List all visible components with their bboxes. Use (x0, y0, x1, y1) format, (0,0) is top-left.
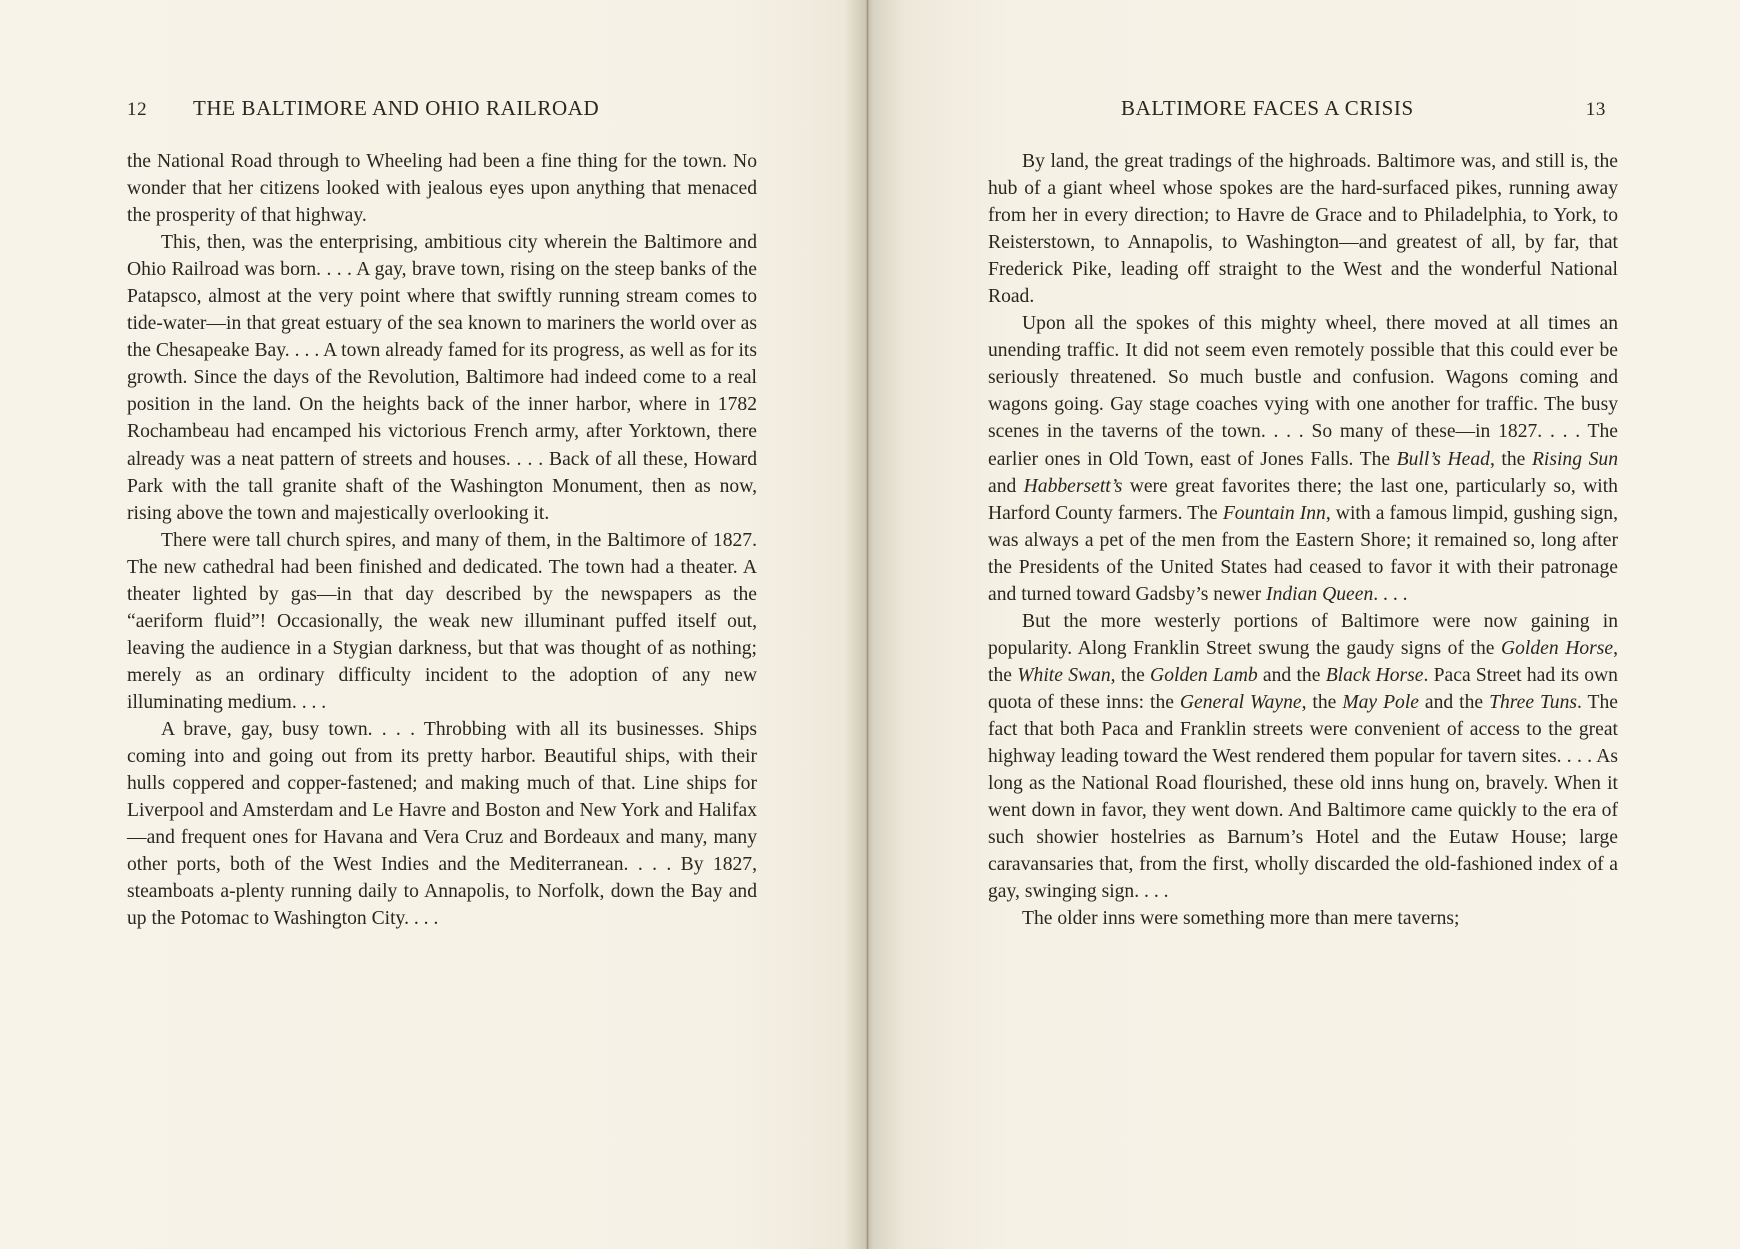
inn-name: Habbersett’s (1023, 475, 1123, 497)
left-paragraph-1: the National Road through to Wheeling had been a fine thing for the town. No wonder that her citizens looked with jealous eyes upon anything that menaced the prosperity of that highway. (127, 151, 757, 227)
inn-name: Fountain Inn (1222, 502, 1326, 524)
right-paragraph-1: By land, the great tradings of the highroads. Baltimore was, and still is, the hub of a giant wheel whose spokes are the hard-surfaced pikes, running away from her in every direction; to Havre de Grace and to Philadelphia, to York, to Reisterstown, to Annapolis, to Washington—and greatest of all, by far, that Frederick Pike, leading off straight to the West and the wonderful National Road. (988, 151, 1618, 308)
inn-name: Rising Sun (1531, 448, 1618, 470)
inn-name: May Pole (1342, 691, 1419, 713)
right-running-head (988, 96, 1618, 126)
left-paragraph-3: There were tall church spires, and many of them, in the Baltimore of 1827. The new cathedral had been finished and dedicated. The town had a theater. A theater lighted by gas—in that day described by the newspapers as the “aeriform fluid”! Occasionally, the weak new illuminant puffed itself out, leaving the audience in a Stygian darkness, but that was thought of as nothing; merely as an ordinary difficulty incident to the adoption of any new illuminating medium. . . . (127, 529, 757, 713)
left-paragraph-4: A brave, gay, busy town. . . . Throbbing with all its businesses. Ships coming into and going out from its pretty harbor. Beautiful ships, with their hulls coppered and copper-fastened; and making much of that. Line ships for Liverpool and Amsterdam and Le Havre and Boston and New York and Halifax—and frequent ones for Havana and Vera Cruz and Bordeaux and many, many other ports, both of the West Indies and the Mediterranean. . . . By 1827, steamboats a-plenty running daily to Annapolis, to Norfolk, down the Bay and up the Potomac to Washington City. . . . (127, 718, 757, 930)
inn-name: Three Tuns (1489, 691, 1578, 713)
right-paragraph-4: The older inns were something more than mere taverns; (1022, 908, 1460, 930)
left-running-head (127, 96, 757, 126)
inn-name: Golden Lamb (1150, 664, 1258, 686)
inn-name: Bull’s Head (1396, 448, 1490, 470)
left-running-title: THE BALTIMORE AND OHIO RAILROAD (193, 96, 600, 120)
book-gutter (866, 0, 869, 1249)
right-running-title: BALTIMORE FACES A CRISIS (1121, 96, 1414, 120)
inn-name: Golden Horse (1500, 637, 1614, 659)
left-page-number: 12 (127, 99, 148, 120)
right-page-number: 13 (1585, 99, 1606, 120)
inn-name: General Wayne (1179, 691, 1302, 713)
right-page (988, 96, 1618, 932)
left-page (127, 96, 757, 932)
right-paragraph-2: Upon all the spokes of this mighty wheel, there moved at all times an unending traffic. It did not seem even remotely possible that this could ever be seriously threatened. So much bustle and confusion. Wagons coming and wagons going. Gay stage coaches vying with one another for traffic. The busy scenes in the taverns of the town. . . . So many of these—in 1827. . . . The earlier ones in Old Town, east of Jones Falls. The Bull’s Head, the Rising Sun and Habbersett’s were great favorites there; the last one, particularly so, with Harford County farmers. The Fountain Inn, with a famous limpid, gushing sign, was always a pet of the men from the Eastern Shore; it remained so, long after the Presidents of the United States had ceased to favor it with their patronage and turned toward Gadsby’s newer Indian Queen. . . . (988, 313, 1619, 605)
right-paragraph-3: But the more westerly portions of Baltimore were now gaining in popularity. Along Franklin Street swung the gaudy signs of the Golden Horse, the White Swan, the Golden Lamb and the Black Horse. Paca Street had its own quota of these inns: the General Wayne, the May Pole and the Three Tuns. The fact that both Paca and Franklin streets were convenient of access to the great highway leading toward the West rendered them popular for tavern sites. . . . As long as the National Road flourished, these old inns hung on, bravely. When it went down in favor, they went down. And Baltimore came quickly to the era of such showier hostelries as Barnum’s Hotel and the Eutaw House; large caravansaries that, from the first, wholly discarded the old-fashioned index of a gay, swinging sign. . . . (988, 610, 1618, 903)
inn-name: Indian Queen (1266, 583, 1374, 605)
inn-name: Black Horse (1325, 664, 1424, 686)
left-paragraph-2: This, then, was the enterprising, ambitious city wherein the Baltimore and Ohio Railroad was born. . . . A gay, brave town, rising on the steep banks of the Patapsco, almost at the very point where that swiftly running stream comes to tide-water—in that great estuary of the sea known to mariners the world over as the Chesapeake Bay. . . . A town already famed for its progress, as well as for its growth. Since the days of the Revolution, Baltimore had indeed come to a real position in the land. On the heights back of the inner harbor, where in 1782 Rochambeau had encamped his victorious French army, after Yorktown, there already was a neat pattern of streets and houses. . . . Back of all these, Howard Park with the tall granite shaft of the Washington Monument, then as now, rising above the town and majestically overlooking it. (127, 232, 757, 524)
inn-name: White Swan (1017, 664, 1111, 686)
